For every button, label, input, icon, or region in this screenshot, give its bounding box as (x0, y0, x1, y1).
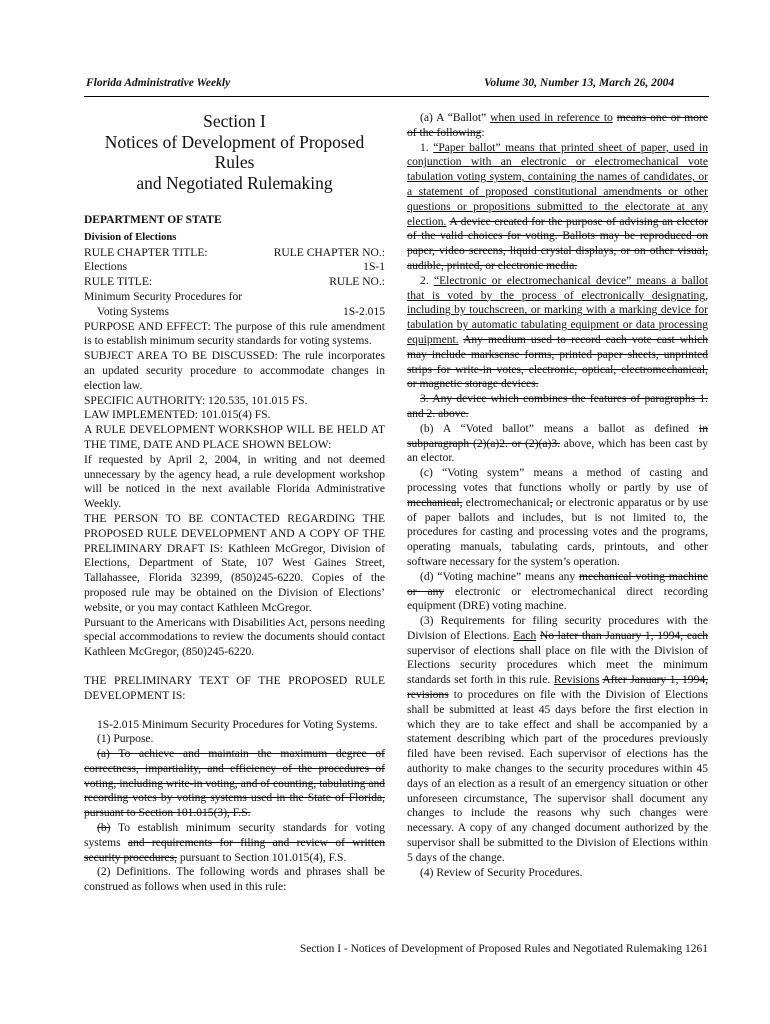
deleted-text: Any medium used to record each vote cast which may include marksense forms, printed paper sheets, unprinted strips for write-in votes, electronic, optical, electromechanical, or magnetic storage devices. (407, 333, 708, 391)
text-run: 1. (420, 141, 434, 154)
added-text: “Paper ballot” means that printed sheet of paper, used in conjunction with an electronic or electromechanical vote tabulation voting system, containing the names of candidates, or a statement of proposed constitutional amendments or other questions or propositions submitted to the electorate at any election. (407, 141, 708, 228)
text-run: To establish minimum security standards for voting systems (84, 822, 385, 849)
rule-chapter-title: Elections (84, 261, 127, 274)
deleted-text: After January 1, 1994, revisions (407, 674, 708, 702)
definition-a (407, 111, 708, 141)
deleted-text: A device created for the purpose of advising an elector of the valid choices for voting. Ballots may be reproduced on paper, video screens, liquid crystal displays, or on other visual, audible, printed, or electronic media. (407, 215, 708, 272)
definitions-paragraph: (2) Definitions. The following words and phrases shall be construed as follows when used in this rule: (84, 866, 385, 894)
rule-chapter-no-label: RULE CHAPTER NO.: (273, 246, 385, 259)
deleted-text: in subparagraph (2)(a)2. or (2)(a)3. (407, 422, 708, 450)
rule-title-line-1: Minimum Security Procedures for (84, 290, 243, 303)
subject-paragraph: SUBJECT AREA TO BE DISCUSSED: The rule incorporates an updated security procedure to accommodate changes in election law. (84, 350, 385, 392)
text-run: 2. (420, 274, 434, 287)
added-text: “Electronic or electromechanical device” means a ballot that is voted by the process of electronically designating, including by touchscreen, or marking with a marking device for tabulation by automatic tabulating equipment or data processing equipment. (407, 274, 709, 346)
text-run: : (481, 126, 485, 139)
definition-a-2 (407, 274, 708, 392)
department-heading: DEPARTMENT OF STATE (84, 214, 222, 226)
text-run: (d) “Voting machine” means any (420, 570, 580, 583)
text-run: electronic or electromechanical direct recording equipment (DRE) voting machine. (407, 585, 708, 613)
rule-heading: 1S-2.015 Minimum Security Procedures for Voting Systems. (97, 718, 378, 731)
division-heading: Division of Elections (84, 231, 177, 243)
section-title (84, 111, 385, 193)
section-title-line-2: Notices of Development of Proposed Rules (104, 131, 365, 172)
page-footer: Section I - Notices of Development of Proposed Rules and Negotiated Rulemaking 1261 (299, 943, 708, 955)
rule-title-label: RULE TITLE: (84, 276, 153, 289)
deleted-text: and requirements for filing and review of written security procedures, (84, 836, 385, 864)
purpose-number: (1) Purpose. (97, 733, 154, 746)
deleted-text: 3. Any device which combines the features of paragraphs 1. and 2. above. (407, 393, 708, 420)
text-run: pursuant to Section 101.015(4), F.S. (176, 851, 347, 864)
header-rule (84, 96, 709, 97)
text-run: or electronic apparatus or by use of paper ballots and includes (407, 496, 708, 524)
added-text: , (560, 511, 564, 524)
deleted-text: (b) (97, 822, 111, 835)
deleted-text: mechanical voting machine or any (407, 570, 708, 598)
deleted-text: mechanical, (407, 496, 463, 509)
paragraph-1a-deleted: (a) To achieve and maintain the maximum degree of correctness, impartiality, and efficiency of the procedures of voting, including write-in voting, and of counting, tabulating and recording votes by voting systems used in the State of Florida, pursuant to Section 101.015(3), F.S. (84, 748, 385, 820)
deleted-text: No later than January 1, 1994, each (539, 629, 708, 642)
purpose-paragraph: PURPOSE AND EFFECT: The purpose of this rule amendment is to establish minimum security standards for voting systems. (84, 320, 385, 348)
requirements-paragraph (407, 614, 708, 866)
text-run: (a) A “Ballot” (420, 112, 491, 124)
section-title-line-1: Section I (203, 111, 266, 131)
right-column (407, 111, 708, 880)
rule-title-values (84, 305, 385, 320)
rule-title-line-2: Voting Systems (97, 305, 169, 318)
deleted-text: means one or more of the following (407, 112, 709, 139)
rule-no-label: RULE NO.: (329, 276, 385, 289)
text-run: electromechanical (462, 496, 550, 509)
rule-chapter-labels (84, 246, 385, 261)
definition-a-1 (407, 141, 708, 274)
definition-c (407, 466, 708, 570)
rule-chapter-values (84, 260, 385, 275)
added-text: Each (513, 629, 537, 642)
text-run: above, which has been cast by an elector. (407, 437, 709, 465)
paragraph-1b (84, 821, 385, 865)
rule-no: 1S-2.015 (342, 305, 385, 318)
header-volume: Volume 30, Number 13, March 26, 2004 (484, 77, 675, 89)
deleted-text: , (549, 496, 553, 509)
text-run: to procedures on file with the Division of Elections shall be submitted at least 45 days before the first election in which they are to take effect and shall be accompanied by a statement describing which part of the procedures previously filed have been revised. Each supervisor of elections has the authority to make changes to the security procedures within 45 days of an election as a result of an emergency situation or other unforeseen circumstance, The supervisor shall document any changes to include the reasons why such changes were necessary. A copy of any changed document authorized by the supervisor shall be submitted to the Division of Elections within 5 days of the change. (407, 689, 708, 864)
requested-paragraph: If requested by April 2, 2004, in writing and not deemed unnecessary by the agency head, a rule development workshop will be noticed in the next available Florida Administrative Weekly. (84, 453, 385, 511)
definition-b (407, 422, 708, 466)
header-publication: Florida Administrative Weekly (86, 77, 231, 89)
preliminary-text-heading: THE PRELIMINARY TEXT OF THE PROPOSED RULE DEVELOPMENT IS: (84, 674, 385, 702)
authority-line: SPECIFIC AUTHORITY: 120.535, 101.015 FS. (84, 394, 308, 407)
added-text: Revisions (553, 674, 600, 687)
text-run: (c) “Voting system” means a method of casting and processing votes that functions wholly or partly by use of (407, 467, 708, 494)
left-column (84, 111, 385, 895)
text-run: (b) A “Voted ballot” means a ballot as defined (420, 422, 700, 435)
section-title-line-3: and Negotiated Rulemaking (136, 172, 333, 193)
workshop-paragraph: A RULE DEVELOPMENT WORKSHOP WILL BE HELD AT THE TIME, DATE AND PLACE SHOWN BELOW: (84, 424, 385, 451)
review-heading: (4) Review of Security Procedures. (420, 866, 583, 879)
definition-a-3 (407, 392, 708, 422)
contact-paragraph: THE PERSON TO BE CONTACTED REGARDING THE PROPOSED RULE DEVELOPMENT AND A COPY OF THE PRELIMINARY DRAFT IS: Kathleen McGregor, Division of Elections, Department of State, 107 West Gaines Street, Tallahassee, Florida 32399, (850)245-6220. Copies of the proposed rule may be obtained on the Division of Elections’ website, or you may contact Kathleen McGregor. (84, 512, 385, 614)
definition-d (407, 570, 708, 614)
rule-chapter-no: 1S-1 (363, 261, 385, 274)
text-run: (3) Requirements for filing security procedures with the Division of Elections. (407, 615, 708, 642)
text-run: supervisor of elections shall place on file with the Division of Elections security procedures which meet the minimum standards set forth in this rule. (407, 644, 708, 687)
rule-chapter-title-label: RULE CHAPTER TITLE: (84, 246, 208, 259)
ada-paragraph: Pursuant to the Americans with Disabilities Act, persons needing special accommodations to review the documents should contact Kathleen McGregor, (850)245-6220. (84, 616, 385, 659)
paragraph-1a (84, 747, 385, 821)
rule-labels (84, 275, 385, 290)
law-line: LAW IMPLEMENTED: 101.015(4) FS. (84, 409, 271, 422)
added-text: when used in reference to (490, 112, 613, 124)
text-run: but is not limited to, the procedures for casting and processing votes and the programs, operating manuals, tabulating cards, printouts, and other software necessary for the system’s operation. (407, 511, 708, 568)
